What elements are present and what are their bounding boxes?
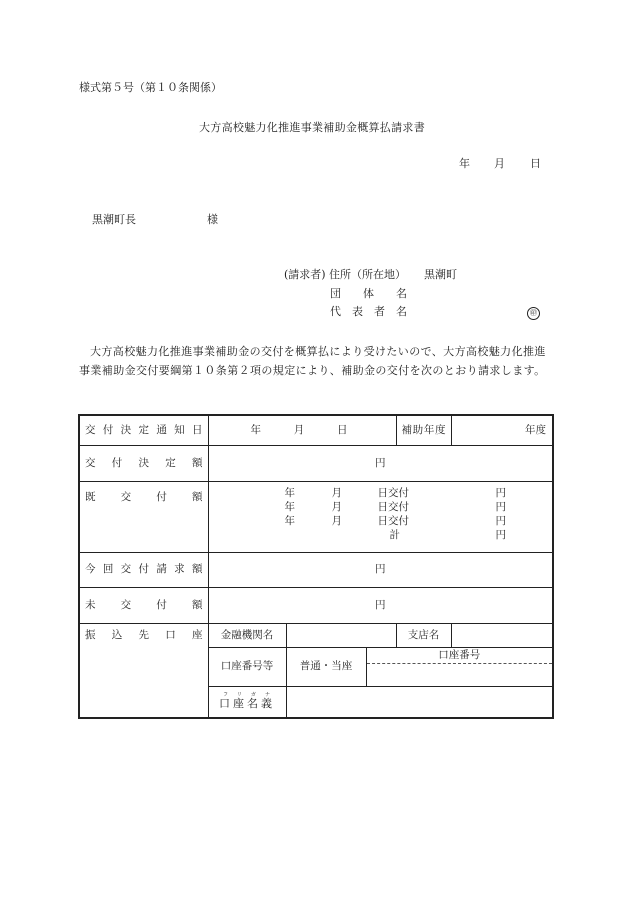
notice-month: 月	[293, 423, 305, 436]
document-title: 大方高校魅力化推進事業補助金概算払請求書	[199, 121, 425, 134]
request-table	[78, 414, 554, 719]
notice-day: 日	[337, 423, 348, 436]
decision-notice-date-field[interactable]	[208, 415, 396, 445]
fiscal-year-unit: 年度	[525, 423, 547, 436]
label-bank-name: 金融機関名	[208, 623, 286, 647]
label-decision-notice-date: 交付決定通知日	[79, 415, 208, 445]
label-transfer-account: 振込先口座	[79, 623, 208, 718]
current-request-amount-unit: 円	[375, 563, 386, 575]
seal-mark: ㊞	[527, 305, 540, 320]
requester-address-label: 住所（所在地）	[329, 268, 406, 281]
requester-address-value: 黒潮町	[424, 268, 457, 281]
label-unpaid-amount: 未交付額	[79, 587, 208, 623]
label-branch-name: 支店名	[396, 623, 451, 647]
unpaid-amount-field[interactable]	[208, 587, 553, 623]
date-year: 年	[459, 157, 470, 170]
bank-name-field[interactable]	[286, 623, 396, 647]
notice-year: 年	[250, 423, 261, 436]
unpaid-amount-unit: 円	[375, 598, 386, 611]
label-decision-amount: 交付決定額	[79, 445, 208, 481]
label-fiscal-year: 補助年度	[396, 415, 451, 445]
branch-name-field[interactable]	[451, 623, 553, 647]
account-holder-ruby: フリガナ	[219, 692, 275, 699]
account-number-field[interactable]	[366, 647, 553, 686]
decision-amount-unit: 円	[375, 456, 386, 469]
decision-amount-field[interactable]	[208, 445, 553, 481]
current-request-amount-field[interactable]	[208, 552, 553, 587]
requester-org-label: 団 体 名	[330, 287, 407, 300]
account-type-field[interactable]	[286, 647, 366, 686]
already-paid-field[interactable]: 年 月 日交付 円 年 月 日交付 円 年 月 日交付 円 計 円	[208, 481, 553, 552]
label-account-holder: 口座名義フリガナ	[208, 686, 286, 718]
addressee-name: 黒潮町長	[92, 213, 136, 226]
label-account-number: 口座番号	[367, 648, 553, 664]
requester-rep-label: 代 表 者 名	[330, 305, 407, 318]
account-type-value: 普通・当座	[299, 660, 353, 672]
label-current-request-amount: 今回交付請求額	[79, 552, 208, 587]
fiscal-year-field[interactable]	[451, 415, 553, 445]
label-already-paid: 既交付額	[79, 481, 208, 552]
request-body-text: 大方高校魅力化推進事業補助金の交付を概算払により受けたいので、大方高校魅力化推進事業補助金交付要綱第１０条第２項の規定により、補助金の交付を次のとおり請求します。	[79, 345, 546, 377]
label-account-info: 口座番号等	[208, 647, 286, 686]
date-day: 日	[530, 157, 541, 170]
form-number: 様式第５号（第１０条関係）	[79, 81, 222, 94]
addressee-honorific: 様	[207, 213, 218, 226]
requester-prefix: (請求者)	[284, 268, 326, 281]
account-holder-field[interactable]	[286, 686, 553, 718]
date-month: 月	[494, 157, 505, 170]
